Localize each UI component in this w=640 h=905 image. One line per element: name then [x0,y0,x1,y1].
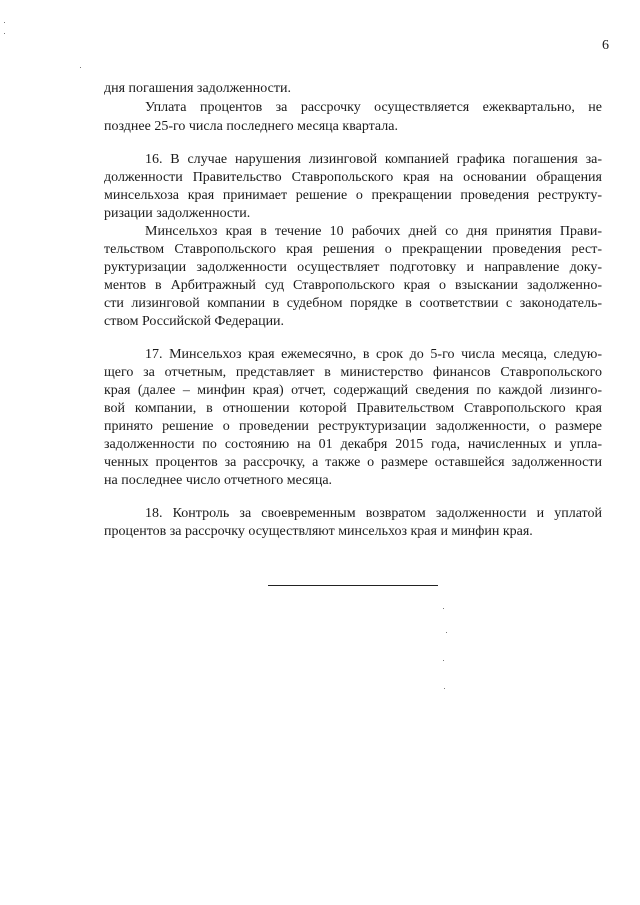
clause-18-line: процентов за рассрочку осуществляют минсельхоз края и минфин края. [104,524,533,539]
paragraph-line: дня погашения задолженности. [104,81,291,96]
scan-speck [4,22,5,23]
clause-18-line: 18. Контроль за своевременным возвратом задолженности и уплатой [145,506,602,521]
end-divider-line [268,585,438,586]
scan-speck [80,67,81,68]
scan-speck [444,688,445,689]
scan-speck [443,660,444,661]
clause-16-line: Минсельхоз края в течение 10 рабочих дней со дня принятия Прави- [145,224,602,239]
clause-16-line: долженности Правительство Ставропольского края на основании обращения [104,170,602,185]
clause-17-line: края (далее – минфин края) отчет, содержащий сведения по каждой лизинго- [104,383,602,398]
paragraph-line: Уплата процентов за рассрочку осуществляется ежеквартально, не [145,100,602,115]
clause-17-line: вой компании, в отношении которой Правительством Ставропольского края [104,401,602,416]
paragraph-line: позднее 25-го числа последнего месяца квартала. [104,119,398,134]
clause-17-line: щего за отчетным, представляет в министерство финансов Ставропольского [104,365,602,380]
clause-17-line: на последнее число отчетного месяца. [104,473,333,488]
clause-17-line: 17. Минсельхоз края ежемесячно, в срок до 5-го числа месяца, следую- [145,347,602,362]
clause-16-line: ментов в Арбитражный суд Ставропольского края о взыскании задолженно- [104,278,602,293]
clause-17-line: ченных процентов за рассрочку, а также о размере оставшейся задолженности [104,455,602,470]
clause-16-line: ством Российской Федерации. [104,314,285,329]
clause-16-line: ризации задолженности. [104,206,251,221]
scan-speck [446,632,447,633]
clause-16-line: 16. В случае нарушения лизинговой компанией графика погашения за- [145,152,602,167]
clause-17-line: принято решение о проведении реструктуризации задолженности, о размере [104,419,602,434]
clause-16-line: руктуризации задолженности осуществляет подготовку и направление доку- [104,260,602,275]
clause-16-line: сти лизинговой компании в судебном порядке в соответствии с законодатель- [104,296,602,311]
clause-17-line: задолженности по состоянию на 01 декабря 2015 года, начисленных и упла- [104,437,602,452]
scan-speck [443,608,444,609]
page-number: 6 [602,38,609,53]
scan-speck [4,33,5,34]
clause-16-line: минсельхоза края принимает решение о прекращении проведения реструкту- [104,188,602,203]
clause-16-line: тельством Ставропольского края решения о прекращении проведения рест- [104,242,602,257]
